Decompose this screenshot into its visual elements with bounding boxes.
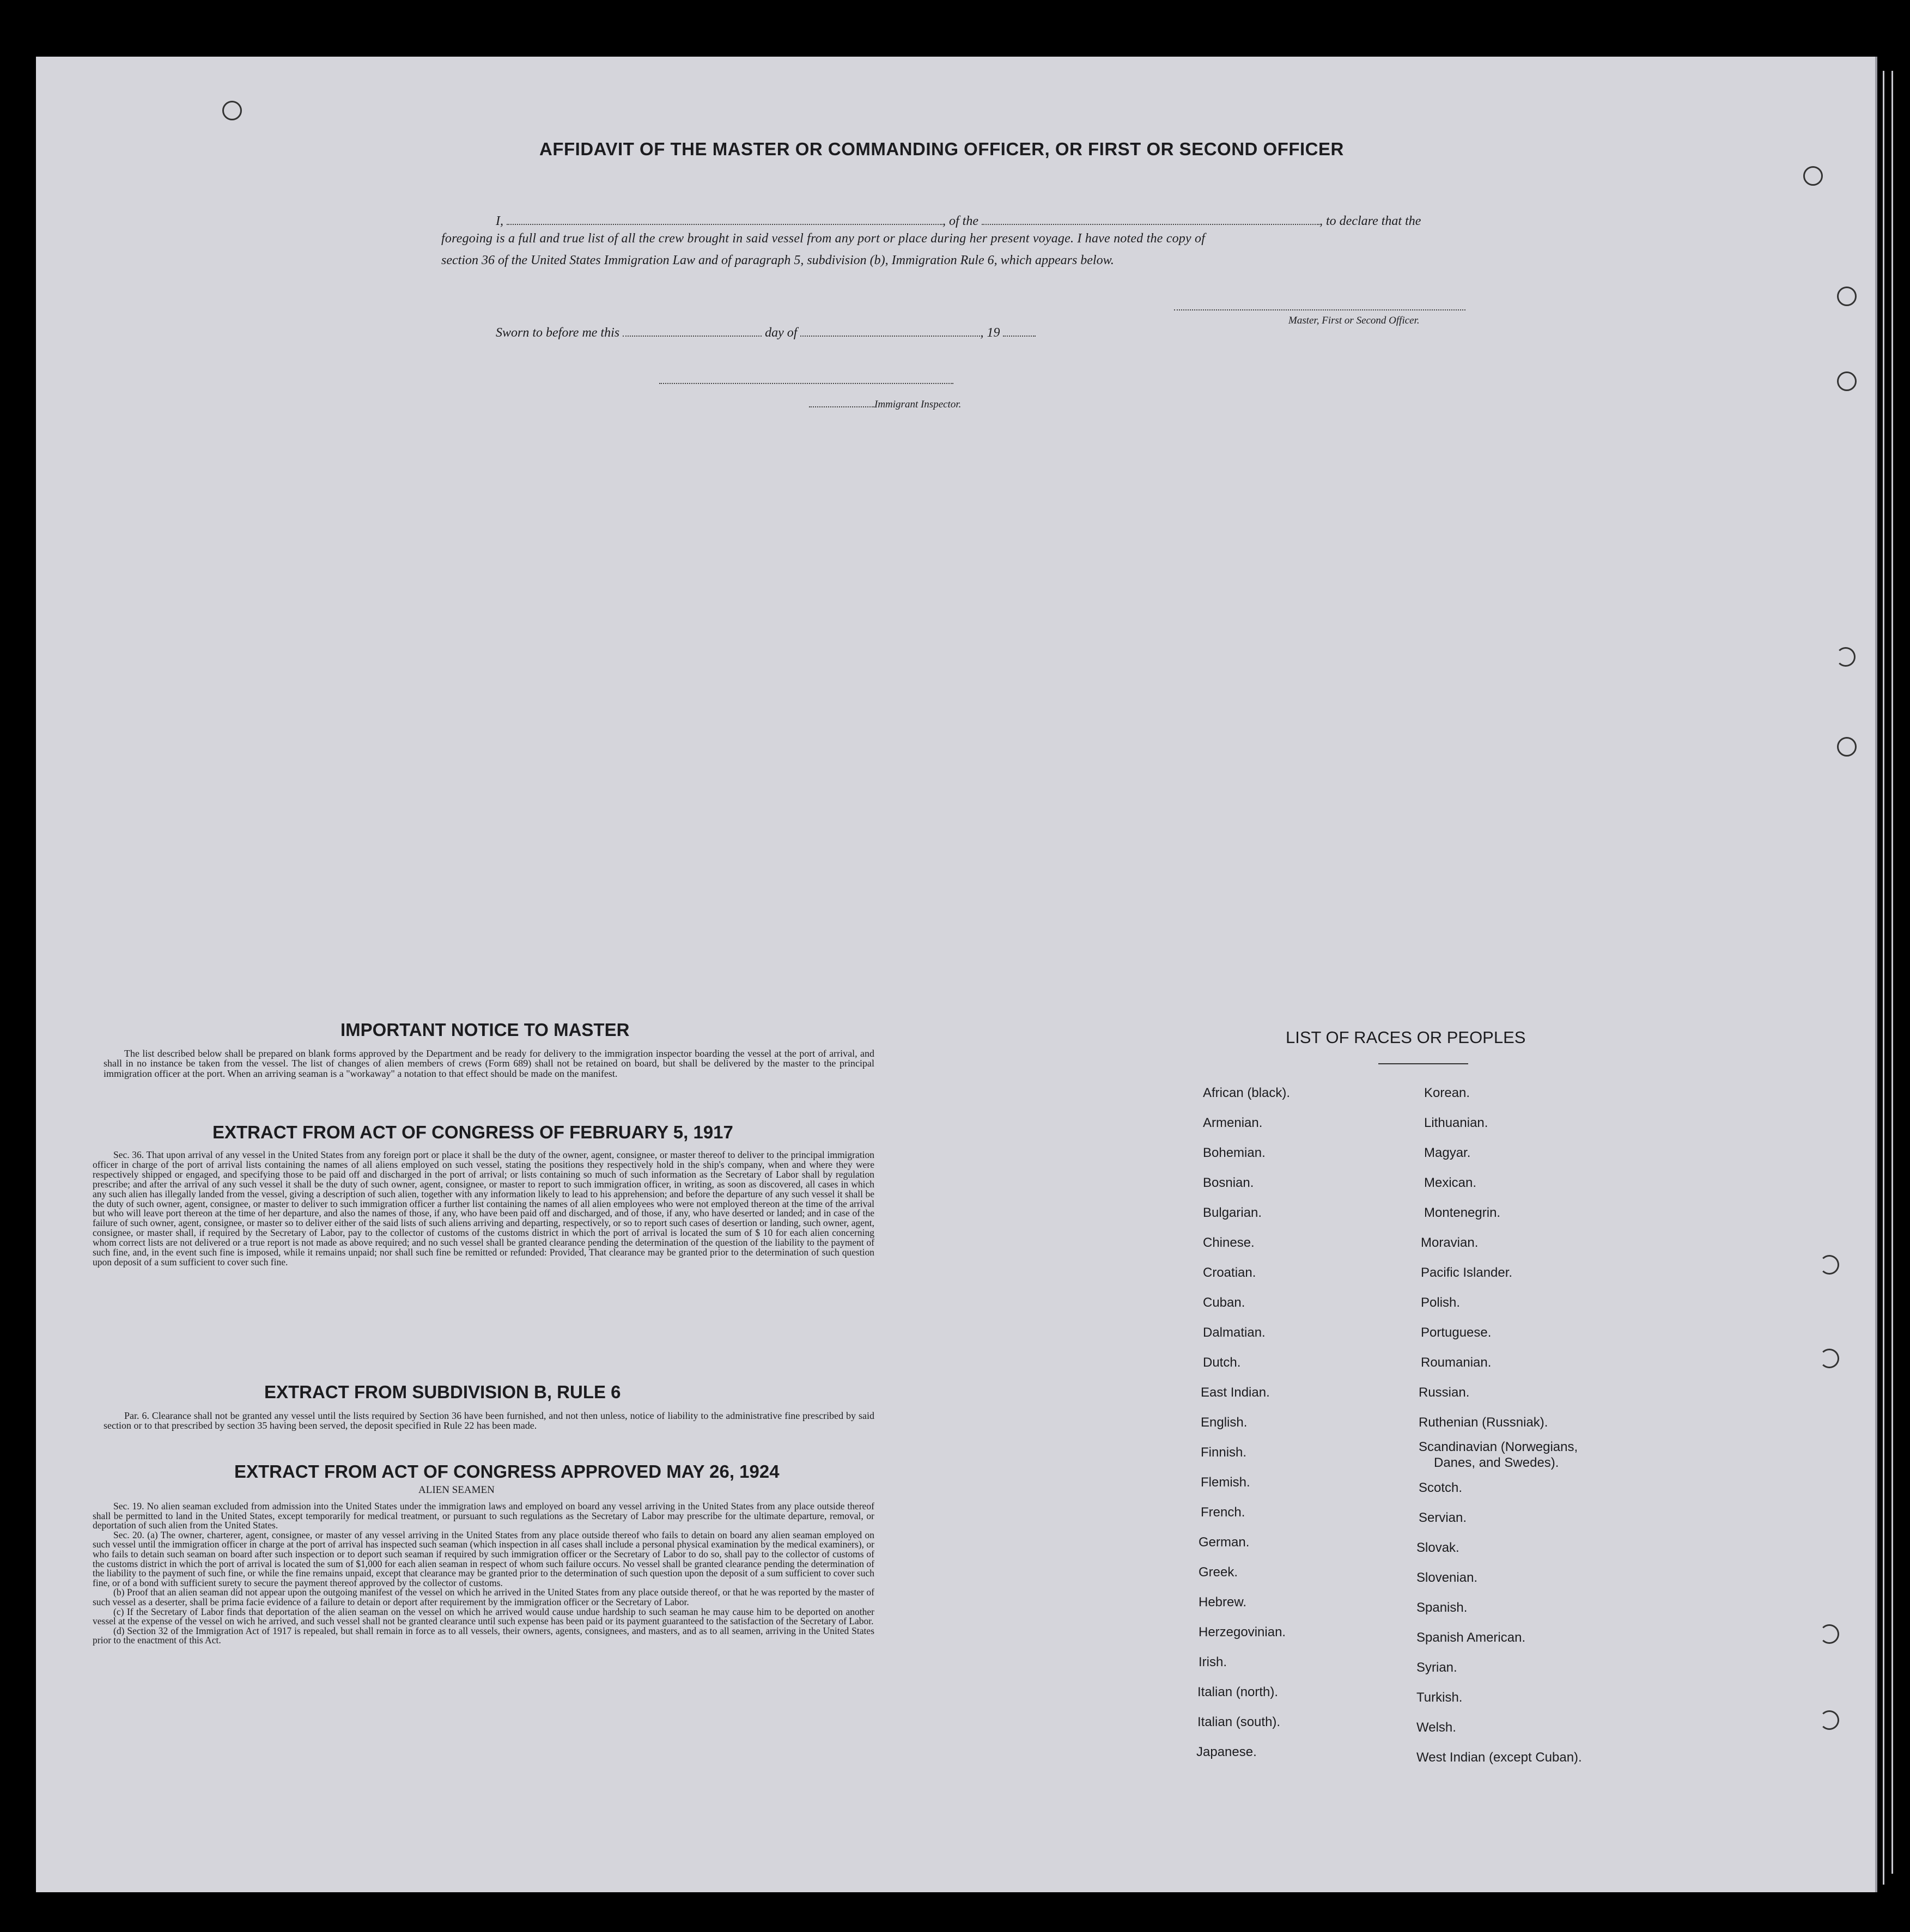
- race-item: West Indian (except Cuban).: [1416, 1750, 1582, 1765]
- binder-hole: [1803, 166, 1823, 186]
- race-item: Montenegrin.: [1424, 1205, 1501, 1220]
- race-item: Scandinavian (Norwegians,: [1419, 1440, 1578, 1454]
- affidavit-of-the-label: , of the: [942, 214, 978, 228]
- race-item: Italian (south).: [1197, 1715, 1281, 1729]
- extract-rule6-paragraph: Par. 6. Clearance shall not be granted any vessel until the lists required by Section 36 have been furnished, and not then unless, notice of liability to the administrative fine prescribed by said section or to that prescribed by section 35 having been served, the deposit specified in Rule 22 has been made.: [104, 1410, 874, 1431]
- affidavit-title: AFFIDAVIT OF THE MASTER OR COMMANDING OFFICER, OR FIRST OR SECOND OFFICER: [539, 139, 1344, 159]
- extract-1924-paragraph: (d) Section 32 of the Immigration Act of 1917 is repealed, but shall remain in force as to all vessels, their owners, agents, consignees, and masters, and as to all seamen, arriving in the United States prior to the enactment of this Act.: [93, 1625, 874, 1646]
- extract-1924-title: EXTRACT FROM ACT OF CONGRESS APPROVED MAY 26, 1924: [234, 1461, 780, 1482]
- race-item: Spanish American.: [1416, 1630, 1526, 1645]
- sworn-before-label: Sworn to before me this: [496, 326, 620, 340]
- race-item: Welsh.: [1416, 1720, 1456, 1735]
- race-item: Ruthenian (Russniak).: [1419, 1415, 1548, 1430]
- race-item: English.: [1201, 1415, 1248, 1430]
- race-item: Greek.: [1199, 1565, 1238, 1580]
- race-item: Bosnian.: [1203, 1175, 1254, 1190]
- race-item: Flemish.: [1201, 1475, 1250, 1490]
- race-item: Herzegovinian.: [1199, 1625, 1286, 1640]
- race-item: Spanish.: [1416, 1600, 1468, 1615]
- extract-1917-text: [93, 1150, 874, 1267]
- race-item: Syrian.: [1416, 1660, 1457, 1675]
- race-item-continued: Danes, and Swedes).: [1434, 1455, 1559, 1470]
- race-item: Turkish.: [1416, 1690, 1463, 1705]
- races-title-rule: [1378, 1063, 1468, 1064]
- race-item: Dalmatian.: [1203, 1325, 1266, 1340]
- binder-hole: [1836, 647, 1856, 667]
- day-of-label: day of: [765, 326, 798, 340]
- race-item: Polish.: [1421, 1295, 1461, 1310]
- race-item: Japanese.: [1196, 1745, 1257, 1759]
- race-item: African (black).: [1203, 1086, 1291, 1100]
- inspector-label: [809, 399, 961, 411]
- race-item: Irish.: [1199, 1655, 1227, 1669]
- affidavit-declare-label: , to declare that the: [1319, 214, 1421, 228]
- race-item: French.: [1201, 1505, 1245, 1520]
- race-item: Roumanian.: [1421, 1355, 1492, 1370]
- page-edge: [1883, 71, 1884, 1885]
- race-item: Italian (north).: [1197, 1685, 1279, 1699]
- extract-1924-paragraph: Sec. 19. No alien seaman excluded from admission into the United States under the immigration laws and employed on board any vessel arriving in the United States from any place outside thereof shall be permitted to land in the United States, except temporarily for medical treatment, or pursuant to such regulations as the Secretary of Labor may prescribe for the ultimate departure, removal, or deportation of such alien from the United States.: [93, 1501, 874, 1531]
- race-item: Russian.: [1419, 1385, 1470, 1400]
- binder-hole: [1820, 1255, 1839, 1275]
- extract-1924-subtitle: ALIEN SEAMEN: [418, 1484, 495, 1496]
- affidavit-line-3: section 36 of the United States Immigration Law and of paragraph 5, subdivision (b), Immigration Rule 6, which appears below.: [441, 253, 1114, 267]
- race-item: Finnish.: [1201, 1445, 1247, 1460]
- affidavit-line-1: [496, 214, 1421, 229]
- extract-1924-paragraph: (c) If the Secretary of Labor finds that deportation of the alien seaman on the vessel on which he arrived would cause undue hardship to such seaman he may cause him to be deported on another vessel at the expense of the vessel on wich he arrived, and such vessel shall not be granted clearance until such expense has been paid or its payment guaranteed to the satisfaction of the Secretary of Labor.: [93, 1606, 874, 1627]
- race-item: Slovenian.: [1416, 1570, 1478, 1585]
- race-item: Cuban.: [1203, 1295, 1245, 1310]
- inspector-signature-line: [659, 373, 953, 384]
- extract-1924-text: [93, 1502, 874, 1645]
- notice-title: IMPORTANT NOTICE TO MASTER: [340, 1020, 630, 1040]
- race-item: Pacific Islander.: [1421, 1265, 1513, 1280]
- master-signature-line: [1174, 300, 1465, 310]
- race-item: Bulgarian.: [1203, 1205, 1262, 1220]
- race-item: Moravian.: [1421, 1235, 1479, 1250]
- binder-hole: [222, 101, 242, 120]
- binder-hole: [1837, 371, 1857, 391]
- extract-1917-paragraph: Sec. 36. That upon arrival of any vessel in the United States from any foreign port or place it shall be the duty of the owner, agent, consignee, or master thereof to deliver to the principal immigration officer in charge of the port of arrival lists containing the names of all aliens employed on such vessel, stating the positions they respectively hold in the ship's company, when and where they were respectively shipped or engaged, and specifying those to be paid off and discharged in the port of arrival; or lists containing so much of such information as the Secretary of Labor shall by regulation prescribe; and after the arrival of any such vessel it shall be the duty of such owner, agent, consignee, or master to report to such immigration officer, in writing, as soon as discovered, all cases in which any such alien has illegally landed from the vessel, giving a description of such alien, together with any information likely to lead to his apprehension; and before the departure of any such vessel it shall be the duty of such owner, agent, consignee, or master to deliver to such immigration officer a further list containing the names of all alien employees who were not employed thereon at the time of the arrival but who will leave port thereon at the time of her departure, and also the names of those, if any, who have been paid off and discharged, and of those, if any, who have deserted or landed; and in case of the failure of such owner, agent, consignee, or master so to deliver either of the said lists of such aliens arriving and departing, respectively, or so to report such cases of desertion or landing, such owner, agent, consignee, or master shall, if required by the Secretary of Labor, pay to the collector of customs of the customs district in which the port of arrival is located the sum of $ 10 for each alien concerning whom correct lists are not delivered or a true report is not made as above required; and no such vessel shall be granted clearance pending the determination of the question of the liability to the payment of such fine, and, in the event such fine is imposed, while it remains unpaid; nor shall such fine be remitted or refunded: Provided, That clearance may be granted prior to the determination of such question upon deposit of a sum sufficient to cover such fine.: [93, 1149, 874, 1267]
- master-signature-label: Master, First or Second Officer.: [1288, 315, 1420, 326]
- binder-hole: [1837, 737, 1857, 757]
- race-item: Lithuanian.: [1424, 1116, 1488, 1130]
- inspector-dots: [809, 400, 874, 407]
- race-item: Scotch.: [1419, 1480, 1463, 1495]
- binder-hole: [1837, 287, 1857, 306]
- extract-rule6-title: EXTRACT FROM SUBDIVISION B, RULE 6: [264, 1382, 621, 1402]
- race-item: Chinese.: [1203, 1235, 1255, 1250]
- sworn-month-blank: [800, 326, 980, 337]
- master-name-blank: [507, 214, 942, 225]
- binder-hole: [1820, 1349, 1839, 1368]
- sworn-line: [496, 326, 1036, 340]
- sworn-day-blank: [623, 326, 762, 337]
- binder-hole: [1820, 1710, 1839, 1730]
- race-item: East Indian.: [1201, 1385, 1270, 1400]
- race-item: Magyar.: [1424, 1145, 1471, 1160]
- binder-hole: [1820, 1624, 1839, 1644]
- extract-1917-title: EXTRACT FROM ACT OF CONGRESS OF FEBRUARY 5, 1917: [212, 1122, 733, 1142]
- race-item: Armenian.: [1203, 1116, 1263, 1130]
- inspector-label-text: Immigrant Inspector.: [874, 399, 962, 410]
- race-item: Bohemian.: [1203, 1145, 1266, 1160]
- race-item: Slovak.: [1416, 1540, 1459, 1555]
- sworn-year-blank: [1003, 326, 1036, 337]
- extract-rule6-text: [104, 1411, 874, 1431]
- race-item: Portuguese.: [1421, 1325, 1492, 1340]
- race-item: Dutch.: [1203, 1355, 1241, 1370]
- races-title: LIST OF RACES OR PEOPLES: [1286, 1028, 1526, 1047]
- page-edge: [1891, 71, 1893, 1874]
- race-item: Korean.: [1424, 1086, 1470, 1100]
- race-item: Hebrew.: [1199, 1595, 1247, 1610]
- race-item: Servian.: [1419, 1510, 1467, 1525]
- vessel-name-blank: [982, 214, 1319, 225]
- affidavit-line-2: foregoing is a full and true list of all the crew brought in said vessel from any port or place during her present voyage. I have noted the copy of: [441, 231, 1206, 246]
- race-item: Mexican.: [1424, 1175, 1477, 1190]
- notice-paragraph: The list described below shall be prepared on blank forms approved by the Department and be ready for delivery to the immigration inspector boarding the vessel at the port of arrival, and shall in no instance be taken from the vessel. The list of changes of alien members of crews (Form 689) shall not be retained on board, but shall be delivered by the master to the principal immigration officer at the port. When an arriving seaman is a "workaway" a notation to that effect should be made on the manifest.: [104, 1048, 874, 1079]
- extract-1924-paragraph: Sec. 20. (a) The owner, charterer, agent, consignee, or master of any vessel arriving in the United States from any place outside thereof who fails to detain on board any alien seaman employed on such vessel until the immigration officer in charge at the port of arrival has inspected such seaman (which inspection in all cases shall include a personal physical examination by the medical examiners), or who fails to detain such seaman on board after such inspection or to deport such seaman if required by such immigration officer or the Secretary of Labor to do so, shall pay to the collector of customs of the customs district in which the port of arrival is located the sum of $1,000 for each alien seaman in respect of whom such failure occurs. No vessel shall be granted clearance pending the determination of the liability to the payment of such fine, or while the fine remains unpaid, except that clearance may be granted prior to the determination of such question upon the deposit of a sum sufficient to cover such fine, or of a bond with sufficient surety to secure the payment thereof approved by the collector of customs.: [93, 1529, 874, 1588]
- affidavit-i-label: I,: [496, 214, 503, 228]
- year-label: , 19: [980, 326, 1000, 340]
- extract-1924-paragraph: (b) Proof that an alien seaman did not appear upon the outgoing manifest of the vessel on which he arrived in the United States from any place outside thereof, or that he was reported by the master of such vessel as a deserter, shall be prima facie evidence of a failure to detain or deport after requirement by the immigration officer or the Secretary of Labor.: [93, 1587, 874, 1607]
- race-item: Croatian.: [1203, 1265, 1256, 1280]
- notice-text: [104, 1049, 874, 1078]
- race-item: German.: [1199, 1535, 1250, 1550]
